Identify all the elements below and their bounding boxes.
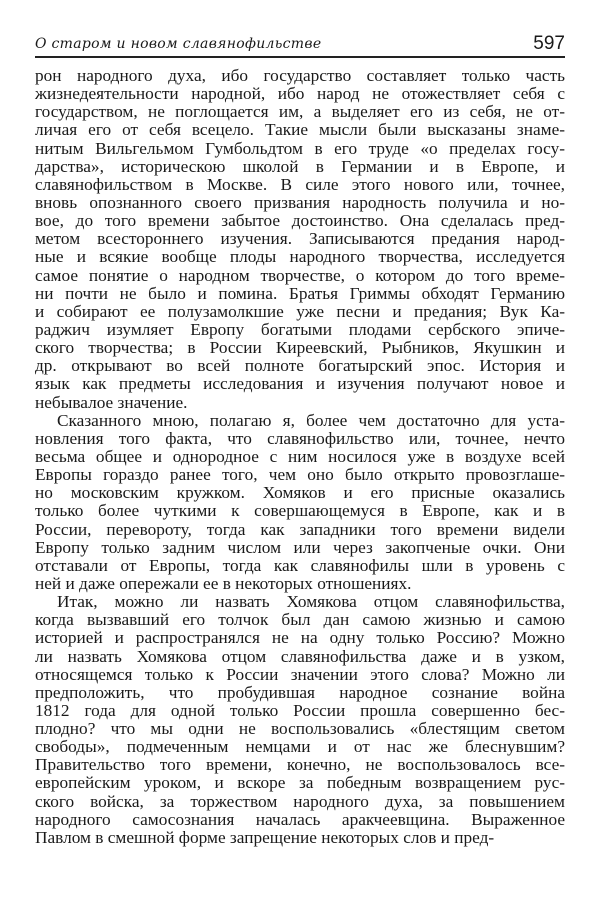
text-line: и собирают ее полузамолкшие уже песни и предания; Вук Ка- [35, 301, 565, 321]
text-line: нитым Вильгельмом Гумбольдтом в его труде «о пределах госу- [35, 138, 565, 158]
text-line: ней и даже опережали ее в некоторых отношениях. [35, 573, 412, 593]
text-line: ные и всякие вообще плоды народного творчества, исследуется [35, 247, 565, 267]
text-line: язык как предметы исследования и изучения получают новое и [35, 374, 565, 394]
text-line: 1812 года для одной только России прошла совершенно бес- [35, 700, 565, 720]
text-line: весьма общее и однородное с ним носилося уже в воздухе всей [35, 446, 565, 466]
text-line: ни почти не было и помина. Братья Гриммы обходят Германию [35, 283, 565, 303]
page-body [35, 67, 565, 847]
text-line: вое, до того времени забытое достоинство. Она сделалась пред- [35, 211, 565, 231]
text-line: когда вызвавший его толчок был дан самою жизнью и самою [35, 610, 565, 630]
text-line: жизнедеятельности народной, ибо народ не отожествляет себя с [35, 84, 565, 104]
paragraph [35, 593, 565, 847]
text-line: Правительство того времени, конечно, не воспользовалось все- [35, 755, 565, 775]
text-line: метом всестороннего изучения. Записываются предания народ- [35, 229, 565, 249]
text-line: самое понятие о народном творчестве, о котором до того време- [35, 265, 565, 285]
text-line: ского войска, за торжеством народного духа, за повышением [35, 791, 565, 811]
text-line: отставали от Европы, тогда как славянофилы шли в уровень с [35, 555, 565, 575]
running-title: О старом и новом славянофильстве [35, 36, 322, 52]
text-line: народного самосознания началась аракчеевщина. Выраженное [35, 809, 565, 829]
text-line: относящемся только к России значении этого слова? Можно ли [35, 664, 565, 684]
text-line: предположить, что пробудившая народное сознание война [35, 682, 565, 702]
text-line: раджич изумляет Европу богатыми плодами сербского эпиче- [35, 319, 565, 339]
text-line: историей и распространялся не на одну только Россию? Можно [35, 628, 565, 648]
text-line: Сказанного мною, полагаю я, более чем достаточно для уста- [57, 410, 565, 430]
page-number: 597 [533, 33, 565, 54]
text-line: славянофильством в Москве. В силе этого нового или, точнее, [35, 174, 565, 194]
page-header [35, 33, 565, 58]
text-line: вновь опознанного своего призвания народность получила и но- [35, 192, 565, 212]
text-line: только более чуткими к совершающемуся в Европе, как и в [35, 501, 565, 521]
text-line: европейским уроком, и вскоре за победным возвращением рус- [35, 773, 565, 793]
text-line: Европу только задним числом или через закопченые очки. Они [35, 537, 565, 557]
text-line: Европы гораздо ранее того, чем оно было открыто провозглаше- [35, 465, 565, 485]
text-line: свободы», подмеченным немцами и от нас же блеснувшим? [35, 737, 565, 757]
text-line: личая его от себя всецело. Такие мысли были высказаны знаме- [35, 120, 565, 140]
text-line: др. открывают во всей полноте богатырский эпос. История и [35, 356, 565, 376]
text-line: рон народного духа, ибо государство составляет только часть [35, 66, 565, 85]
text-line: Павлом в смешной форме запрещение некоторых слов и пред- [35, 827, 495, 847]
text-line: но московским кружком. Хомяков и его присные оказались [35, 483, 565, 503]
text-line: дарства», историческою школой в Германии и в Европе, и [35, 156, 565, 176]
text-line: плодно? что мы одни не воспользовались «блестящим светом [35, 719, 565, 739]
text-line: новления того факта, что славянофильство или, точнее, нечто [35, 428, 565, 448]
text-line: Итак, можно ли назвать Хомякова отцом славянофильства, [57, 592, 565, 612]
paragraph [35, 412, 565, 593]
text-line: государством, не поглощается им, а выделяет его из себя, не от- [35, 102, 565, 122]
text-line: ли назвать Хомякова отцом славянофильства даже и в узком, [35, 646, 565, 666]
text-line: России, перевороту, тогда как западники того времени видели [35, 519, 565, 539]
paragraph [35, 67, 565, 412]
text-line: ского творчества; в России Киреевский, Рыбников, Якушкин и [35, 338, 565, 358]
text-line: небывалое значение. [35, 392, 188, 412]
